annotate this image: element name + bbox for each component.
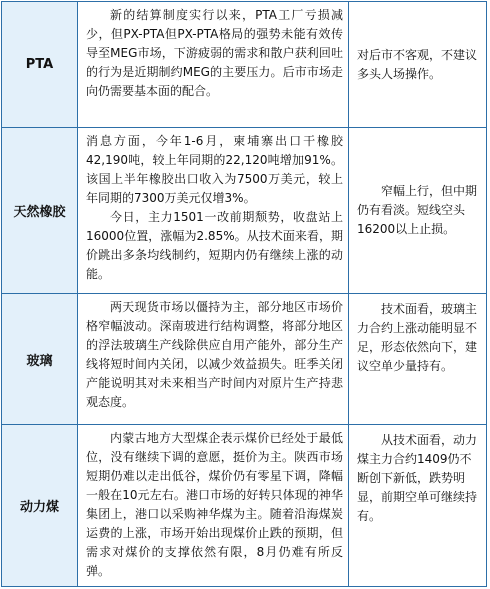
table-row-glass: [2, 293, 486, 424]
row-outlook: [349, 2, 486, 127]
row-outlook: [349, 294, 486, 424]
outlook-text: 从技术面看，动力煤主力合约1409仍不断创下新低，跌势明显，前期空单可继续持有。: [357, 433, 478, 523]
outlook-text: 对后市不客观，不建议多头人场操作。: [357, 47, 478, 81]
row-label: PTA: [2, 2, 78, 127]
row-analysis: [78, 425, 349, 586]
outlook-text: 窄幅上行，但中期仍有看淡。短线空头16200以上止损。: [357, 184, 478, 236]
analysis-paragraph: 新的结算制度实行以来，PTA工厂亏损减少，但PX-PTA但PX-PTA格局的强势未能有效传导至MEG市场，下游疲弱的需求和散户获利回吐的行为是近期制约MEG的主要压力。后市市场走向仍需要基本面的配合。: [86, 8, 343, 98]
row-analysis: [78, 2, 349, 127]
row-label: 动力煤: [2, 425, 78, 586]
row-analysis: [78, 294, 349, 424]
row-outlook: [349, 128, 486, 293]
table-row-rubber: [2, 127, 486, 293]
analysis-paragraph: 两天现货市场以僵持为主，部分地区市场价格窄幅波动。深南玻进行结构调整，将部分地区的浮法玻璃生产线除供应自用产能外，部分生产线将短时间内关闭，以减少效益损失。旺季关闭产能说明其对未来相当产时间内对原片生产持悲观态度。: [86, 300, 343, 409]
analysis-paragraph: 今日，主力1501一改前期颓势，收盘站上16000位置，涨幅为2.85%。从技术面来看，期价跳出多条均线制约，短期内仍有继续上涨的动能。: [86, 210, 343, 281]
outlook-text: 技术面看，玻璃主力合约上涨动能明显不足，形态依然向下，建议空单少量持有。: [357, 302, 478, 373]
row-label: 天然橡胶: [2, 128, 78, 293]
table-row-coal: [2, 424, 486, 586]
row-analysis: [78, 128, 349, 293]
row-outlook: [349, 425, 486, 586]
analysis-paragraph: 消息方面，今年1-6月，柬埔寨出口干橡胶42,190吨，较上年同期的22,120吨增加91%。该国上半年橡胶出口收入为7500万美元，较上年同期的7300万美元仅增3%。: [86, 134, 343, 205]
row-label: 玻璃: [2, 294, 78, 424]
analysis-paragraph: 内蒙古地方大型煤企表示煤价已经处于最低位，没有继续下调的意愿，挺价为主。陕西市场短期仍难以走出低谷，煤价仍有零星下调，降幅一般在10元左右。港口市场的好转只体现的神华集团上，港口以采购神华煤为主。随着沿海煤炭运费的上涨，市场开始出现煤价止跌的预期，但需求对煤价的支撑依然有限，8月仍难有所反弹。: [86, 431, 343, 578]
analysis-table: [1, 1, 487, 587]
table-row-pta: [2, 2, 486, 127]
